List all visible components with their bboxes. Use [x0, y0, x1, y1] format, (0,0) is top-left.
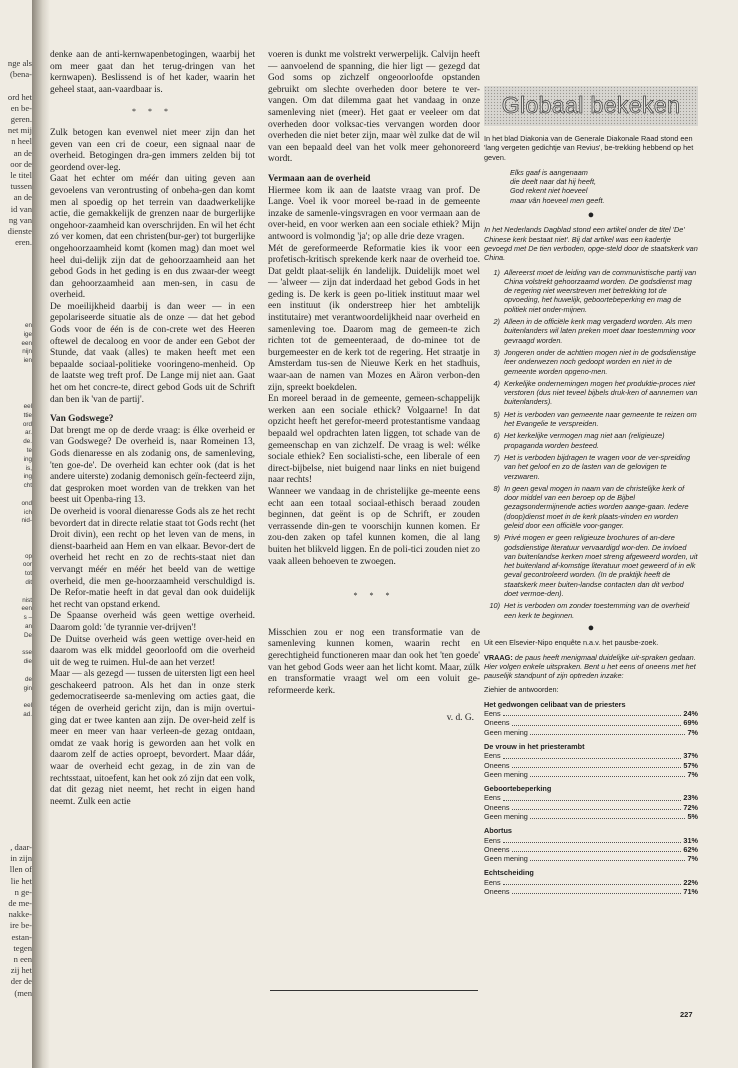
page-gutter — [32, 0, 50, 1068]
survey-row — [484, 854, 698, 863]
strip-line: ord het — [7, 91, 32, 102]
answer-percentage: 57% — [683, 760, 698, 770]
strip-line: eel — [23, 702, 32, 710]
answer-label: Eens — [484, 751, 501, 761]
strip-line — [0, 544, 32, 553]
rule-item — [484, 268, 698, 314]
strip-block-top — [0, 58, 32, 248]
paragraph: Gaat het echter om méér dan uiting geven aan gevoelens van verontrusting of onbeha-gen dan komt men al spoedig op het terrein van daadwerkelijke actie, die gemakkelijk de grenzen naar de burgerlijke ongehoor-zaamheid kan overschrijden. En wil het écht zó ver komen, dat een christen(bur-ger) tot burgerlijke ongehoorzaamheid komt (komen mag) dan moet wel heel dui-delijk zijn dat de gehoorzaamheid aan het gebod Gods in het geding is en dus zwaar-der weegt dan gehoorzaamheid aan men-sen, in casu de overheid. — [50, 174, 255, 301]
strip-line: id van — [10, 203, 32, 214]
ten-commandments-list — [484, 268, 698, 620]
enquete-intro: Uit een Elsevier-Nipo enquête n.a.v. het pausbe-zoek. — [484, 638, 659, 648]
survey-row — [484, 836, 698, 845]
survey-row — [484, 845, 698, 854]
paragraph: De moeilijkheid daarbij is dan weer — in een gepolariseerde situatie als de onze — dat het gebod Gods voor de één is de con-crete wet des Heeren oftewel de decaloog en voor de ander een Gebot der Stunde, dat vaak (alles) te maken heeft met een bepaalde sociaal-politieke vooringeno-menheid. Op de laatste weg treft prof. De Lange mij niet aan. Gaat het om het concre-te, direct gebod Gods uit de Schrift dan ben ik 'van de partij'. — [50, 301, 255, 405]
paragraph: Misschien zou er nog een transformatie van de samenleving kunnen komen, waarin recht en gerechtigheid functioneren maar dan ook het 'ten goede' van het gebod Gods weer aan het licht komt. Maar, zúlk en transformatie vraagt wel om een voluit ge-reformeerde kerk. — [268, 627, 480, 696]
paragraph: De Spaanse overheid wás geen wettige overheid. Daarom gold: 'de tyrannie ver-drijven'! — [50, 611, 255, 633]
answer-label: Eens — [484, 835, 501, 845]
strip-line: te — [26, 446, 32, 454]
strip-line: ng van — [8, 214, 32, 225]
strip-line: n heel — [11, 136, 32, 147]
answer-label: Oneens — [484, 844, 510, 854]
dot-leader — [503, 715, 682, 716]
paragraph: Dat brengt me op de derde vraag: is élke overheid er van Godswege? De overheid is, naar Romeinen 13, Gods dienaresse en als zodanig ons, de samenleving, 'ten goe-de'. De overheid kan echter ook (dat is het andere uiterste) zodanig demonisch geïn-fecteerd zijn, dat gesproken moet worden van de trekken van het beest uit Openba-ring 13. — [50, 425, 255, 506]
strip-line: nge als — [7, 58, 32, 68]
dot-leader — [530, 734, 686, 735]
rule-text: Het is verboden om zonder toestemming van de overheid een kerk te beginnen. — [504, 601, 690, 620]
sidebar-title: Globaal bekeken — [501, 92, 681, 118]
answer-label: Oneens — [484, 760, 510, 770]
strip-line: dienste — [7, 226, 32, 237]
survey-question — [484, 653, 698, 681]
survey-row — [484, 770, 698, 779]
strip-line: zij het — [10, 965, 32, 976]
strip-line — [0, 526, 32, 535]
rule-number: 10) — [489, 601, 500, 611]
poem-line: Elks gaaf is aangenaam — [510, 167, 588, 177]
author-signature: v. d. G. — [446, 713, 474, 724]
paragraph: De overheid is vooral dienaresse Gods als ze het recht bevordert dat in directe relatie staat tot Gods recht (het Droit divin), een recht op het leven van de mens, in dienst-baarheid aan Hem en van elkaar. Bevor-dert de overheid het recht en zo de rechts-staat niet dan vervangt méér en méér het beeld van de wettige overheid, die men ge-hoorzaamheid verschuldigd is. De Refor-matie heeft in dat geval dan ook duidelijk het recht van opstand erkend. — [50, 506, 255, 610]
strip-line: ttie — [23, 411, 32, 419]
answer-label: Eens — [484, 709, 501, 719]
answer-percentage: 24% — [683, 709, 698, 719]
rule-item — [484, 601, 698, 620]
dot-leader — [503, 842, 682, 843]
answer-percentage: 69% — [683, 718, 698, 728]
survey-row — [484, 718, 698, 727]
dot-leader — [530, 818, 686, 819]
strip-line: De — [23, 631, 32, 639]
dot-leader — [530, 860, 686, 861]
article-column-2 — [268, 50, 480, 725]
rule-item — [484, 431, 698, 450]
strip-line: n ge- — [14, 886, 32, 897]
rule-number: 1) — [493, 267, 500, 277]
answer-label: Oneens — [484, 887, 510, 897]
survey-topic: De vrouw in het priesterambt — [484, 741, 585, 751]
strip-line: ad. — [23, 710, 32, 718]
rule-number: 3) — [493, 347, 500, 357]
strip-line: cht — [23, 482, 32, 490]
rule-item — [484, 379, 698, 407]
strip-line: , daar- — [10, 842, 32, 852]
paragraph: voeren is dunkt me volstrekt verwerpelijk. Calvijn heeft — aanvoelend de spanning, die hier ligt — gezegd dat God soms op zichzelf ongeoorloofde opstanden gebruikt om slechte overheden door betere te ver-vangen. Om dat dilemma gaat het vandaag in onze samenleving niet (meer). Het gaat er veeleer om dat overheden door volksac-ties vervangen worden door overheden die niet beter zijn, maar wèl zulke dat de wil van een bepaald deel van het volk meer gehonoreerd wordt. — [268, 50, 480, 165]
poem-line: die deelt naar dat hij heeft, — [510, 177, 597, 187]
strip-line: nijn — [22, 348, 32, 356]
strip-line: dit — [25, 578, 32, 586]
rule-number: 8) — [493, 483, 500, 493]
dot-leader — [512, 893, 682, 894]
page-number: 227 — [680, 1010, 693, 1019]
strip-line — [0, 535, 32, 544]
strip-line: de. — [23, 438, 32, 446]
strip-line: s – — [23, 614, 32, 622]
strip-line — [0, 667, 32, 676]
section-heading: Van Godswege? — [50, 414, 114, 425]
sidebar-body — [484, 134, 698, 896]
strip-line: tegen — [13, 942, 32, 953]
rule-item — [484, 317, 698, 345]
rule-item — [484, 533, 698, 598]
strip-line: nid- — [21, 517, 32, 525]
question-text: de paus heeft menigmaal duidelijke uit-spraken gedaan. Hier volgen enkele uitspraken. Bent u het eens of oneens met het pauselijk standpunt of zijn optreden inzake: — [484, 652, 696, 681]
strip-line: oor de — [10, 158, 32, 169]
paragraph: Maar — als gezegd — tussen de uitersten ligt een heel geschakeerd patroon. Als het dan in onze sterk gedemocratiseerde sa-menleving om acties gaat, die tégen de overheid gericht zijn, dan is mijn overtui-ging dat er twee kanten aan zijn. De over-heid zelf is meer en meer van haar verleen-de gezag ontdaan, omdat ze vaak horig is geworden aan het volk en daarom zelf de acties oproept, bevordert. Maar dáár, waar de overheid echt gezag, in de zin van de rechtsstaat, uitoefent, kan het ook zó zijn dat een volk, dat dit gezag niet neemt, het recht in eigen hand neemt. Zulk een actie — [50, 669, 255, 807]
section-divider: * * * — [353, 591, 395, 601]
dot-leader — [503, 800, 682, 801]
paragraph: De Duitse overheid wás geen wettige over-heid en daarom was elk middel geoorloofd om die overheid uit de weg te ruimen. Hul-de aan het verzet! — [50, 634, 255, 668]
answer-percentage: 37% — [683, 751, 698, 761]
strip-line: eel — [23, 403, 32, 410]
rule-number: 4) — [493, 378, 500, 388]
survey-row — [484, 751, 698, 760]
strip-line: ing — [23, 455, 32, 463]
survey-row — [484, 803, 698, 812]
rule-text: Allereerst moet de leiding van de communistische partij van China volstrekt gehoorzaamd worden. De godsdienst mag de regering niet weerstreven met betrekking tot de opvoeding, het huwelijk, geboortebeperking en mag de politiek niet onder-mijnen. — [504, 267, 697, 314]
rule-number: 9) — [493, 533, 500, 543]
dot-leader — [530, 776, 686, 777]
rule-text: Kerkelijke ondernemingen mogen het produktie-proces niet verstoren (dus niet teveel bijbels druk-ken of aannemen van buitenlanders). — [504, 378, 698, 407]
strip-line — [0, 693, 32, 702]
poem-line: God rekent niet hoeveel — [510, 186, 588, 196]
bullet-separator: ● — [587, 209, 595, 222]
article-intro: In het Nederlands Dagblad stond een artikel onder de titel 'De' Chinese kerk bestaat niet'. Bij dat artikel was een kadertje gevoegd met De tien verboden, opge-steld door de staatskerk van China. — [484, 225, 698, 263]
strip-line: (bena- — [10, 69, 32, 80]
strip-line: nist — [22, 596, 32, 604]
rule-text: Jongeren onder de achttien mogen niet in de godsdienstige leer onderwezen noch gedoopt worden en niet in de gemeente worden opgeno-men. — [504, 347, 696, 376]
strip-block-bottom — [0, 842, 32, 999]
answer-percentage: 7% — [687, 854, 698, 864]
strip-line: net mij — [7, 125, 32, 136]
paragraph: En moreel beraad in de gemeente, gemeen-schappelijk werken aan een sociale ethick? Volgaarne! In dat opzicht heeft het gerefor-meerd protestantisme vandaag bepaald wel opdrachten laten liggen, tot schade van de gemeenschap en van zichzelf. De vraag is wel: wélke sociale ethiek? Een socialisti-sche, een liberale of een direct-bijbelse, niet buigend naar links en niet buigend naar rechts! — [268, 394, 480, 486]
survey-topic: Het gedwongen celibaat van de priesters — [484, 699, 626, 709]
answer-label: Oneens — [484, 718, 510, 728]
strip-line: (men — [14, 987, 32, 998]
strip-line: die — [23, 658, 32, 666]
answer-percentage: 31% — [683, 835, 698, 845]
sidebar-intro: In het blad Diakonia van de Generale Diakonale Raad stond een 'lang vergeten gedichtje van Revius', be-trekking hebbend op het geven. — [484, 134, 694, 162]
strip-line — [0, 588, 32, 597]
strip-line: ige — [23, 330, 32, 338]
strip-line: de — [24, 675, 32, 683]
strip-line: estan- — [11, 931, 32, 942]
answers-label: Ziehier de antwoorden: — [484, 685, 559, 695]
strip-line: een — [21, 339, 32, 347]
answer-label: Oneens — [484, 802, 510, 812]
answer-percentage: 5% — [687, 812, 698, 821]
paragraph: Wanneer we vandaag in de christelijke ge-meente eens echt aan een totaal sociaal-ethisch beraad zouden beginnen, dat geënt is op de Schrift, er zouden verrassende din-gen te voorschijn kunnen komen. Er zou-den zaken op tafel kunnen komen, die al lang buiten het blikveld liggen. En de poli-tici zouden niet zo vaak alleen behoeven te zwoegen. — [268, 486, 480, 567]
strip-line: in zijn — [10, 853, 32, 864]
strip-line: an de — [13, 147, 32, 158]
answer-percentage: 7% — [687, 727, 698, 737]
strip-line: der de — [10, 976, 32, 987]
strip-line: sse — [22, 649, 32, 657]
dot-leader — [512, 851, 682, 852]
strip-line: eren. — [15, 237, 32, 248]
poem — [510, 168, 698, 205]
strip-line — [0, 491, 32, 500]
strip-line: ar. — [24, 429, 32, 437]
paragraph: denke aan de anti-kernwapenbetogingen, waarbij het om meer gaat dan het terug-dringen van het kernwapen). Beslissend is of het kader, waarin het geheel staat, aan-vaardbaar is. — [50, 50, 255, 95]
strip-line: oor — [22, 561, 32, 569]
strip-line: nakke- — [8, 909, 32, 920]
poem-line: maar vân hoeveel men geeft. — [510, 195, 605, 205]
strip-line: an — [24, 622, 32, 630]
dot-leader — [503, 884, 682, 885]
answer-percentage: 7% — [687, 769, 698, 779]
strip-line: ire be- — [9, 920, 32, 931]
strip-line: an de — [13, 192, 32, 203]
strip-line: ord — [22, 420, 32, 428]
section-divider: * * * — [132, 107, 173, 117]
rule-text: Het kerkelijke vermogen mag niet aan (religieuze) propaganda worden besteed. — [504, 431, 665, 450]
strip-line: de me- — [8, 898, 32, 909]
rule-number: 7) — [493, 452, 500, 462]
rule-item — [484, 348, 698, 376]
rule-text: Privé mogen er geen religieuze brochures of an-dere godsdienstige literatuur vervaardigd wor-den. De invloed van buitenlandse kerken moet streng afgeweerd worden, uit het buitenland af-komstige literatuur moet geweerd of in elk geval gecontroleerd worden. (In de praktijk heeft de staatskerk meer buiten-landse contacten dan dit verbod doet vermoe-den). — [504, 533, 698, 599]
strip-line: llen of — [9, 864, 32, 875]
strip-line: n een — [13, 954, 32, 965]
strip-line: ich — [23, 508, 32, 516]
strip-line: op — [24, 552, 32, 560]
sidebar-banner — [484, 86, 698, 126]
dot-leader — [512, 725, 682, 726]
survey-topic: Abortus — [484, 826, 512, 836]
answer-label: Geen mening — [484, 812, 528, 821]
strip-line: ond — [21, 499, 32, 507]
strip-line: tot — [24, 570, 32, 578]
rule-item — [484, 410, 698, 429]
survey-topic: Echtscheiding — [484, 868, 534, 878]
rule-item — [484, 453, 698, 481]
previous-page-strip — [0, 0, 34, 1068]
survey-topic: Geboortebeperking — [484, 784, 552, 794]
paragraph: Zulk betogen kan evenwel niet meer zijn dan het geven van een cri de coeur, een signaal naar de overheid. Betogingen dra-gen immers zelden bij tot geordend over-leg. — [50, 127, 255, 173]
strip-line — [0, 641, 32, 650]
dot-leader — [512, 767, 682, 768]
answer-percentage: 62% — [683, 844, 698, 854]
rule-number: 6) — [493, 431, 500, 441]
strip-line: gin — [23, 684, 32, 692]
survey-row — [484, 887, 698, 896]
survey-row — [484, 812, 698, 821]
rule-number: 5) — [493, 409, 500, 419]
survey-results — [484, 700, 698, 897]
strip-line — [0, 80, 32, 91]
survey-row — [484, 793, 698, 802]
rule-text: Alleen in de officiële kerk mag vergaderd worden. Als men buitenlanders wil laten preken moet daar toestemming voor gevraagd worden. — [504, 317, 696, 345]
strip-block-mid2 — [0, 403, 32, 720]
answer-label: Geen mening — [484, 769, 528, 779]
answer-percentage: 23% — [683, 793, 698, 803]
answer-label: Eens — [484, 877, 501, 887]
paragraph: Hiermee kom ik aan de laatste vraag van prof. De Lange. Voel ik voor moreel be-raad in de gemeente inzake de samenle-vingsvragen en voor vermaan aan de over-heid, en voor werken aan een sociale ethiek? Mijn antwoord is volmondig 'ja'; op alle drie deze vragen. — [268, 185, 480, 242]
strip-line: en — [24, 322, 32, 329]
rule-text: In geen geval mogen in naam van de christelijke kerk of door middel van een beroep op de Bijbel gezagsondermijnende acties worden aange-gaan. Iedere (doop)dienst moet in de kerk plaats-vinden en worden geleid door een officiële voor-ganger. — [504, 483, 689, 530]
answer-percentage: 72% — [683, 802, 698, 812]
bullet-separator: ● — [587, 621, 595, 634]
dot-leader — [512, 809, 682, 810]
survey-row — [484, 878, 698, 887]
strip-line: en be- — [10, 102, 32, 113]
rule-number: 2) — [493, 317, 500, 327]
survey-row — [484, 709, 698, 718]
strip-line: is, — [25, 464, 32, 472]
paragraph: Mét de gereformeerde Reformatie kies ik voor een profetisch-kritisch sprekende kerk naar de overheid toe. Dat geldt plaat-selijk én landelijk. Duidelijk moet wel — 'alweer — zijn dat inderdaad het gebod Gods in het geding is. De kerk is geen po-litiek instituut maar wel een instituut (ik onderstreep hier het ambtelijk institutaire) met verantwoordelijkheid naar overheid en samenleving toe. Daarom mag de gemeen-te zich richten tot de gemeenteraad, de do-minee tot de burgemeester en de kerk tot de regering. Het straatje in Amsterdam tus-sen de Nieuwe Kerk en het stadhuis, waar-aan de namen van Mozes en Aäron verbon-den zijn, spreekt boekdelen. — [268, 243, 480, 393]
survey-row — [484, 728, 698, 737]
strip-line: lie het — [10, 875, 32, 886]
section-heading: Vermaan aan de overheid — [268, 173, 371, 184]
answer-percentage: 71% — [683, 887, 698, 897]
strip-line: ien — [23, 357, 32, 365]
survey-row — [484, 761, 698, 770]
article-column-1 — [50, 50, 255, 808]
strip-line: tussen — [10, 181, 32, 192]
rule-text: Het is verboden bijdragen te vragen voor de ver-spreiding van het geloof en zo de lasten van de gelovigen te verzwaren. — [504, 452, 691, 481]
strip-line: le titel — [10, 170, 32, 181]
answer-percentage: 22% — [683, 877, 698, 887]
strip-line: geren. — [10, 114, 32, 125]
dot-leader — [503, 758, 682, 759]
rule-item — [484, 484, 698, 530]
strip-block-mid1 — [0, 322, 32, 366]
answer-label: Eens — [484, 793, 501, 803]
question-label: VRAAG: — [484, 652, 513, 662]
answer-label: Geen mening — [484, 854, 528, 864]
strip-line: ing — [23, 473, 32, 481]
column-end-rule — [270, 990, 478, 991]
rule-text: Het is verboden van gemeente naar gemeente te reizen om het Evangelie te verspreiden. — [504, 409, 697, 429]
strip-line: een — [21, 605, 32, 613]
answer-label: Geen mening — [484, 727, 528, 737]
